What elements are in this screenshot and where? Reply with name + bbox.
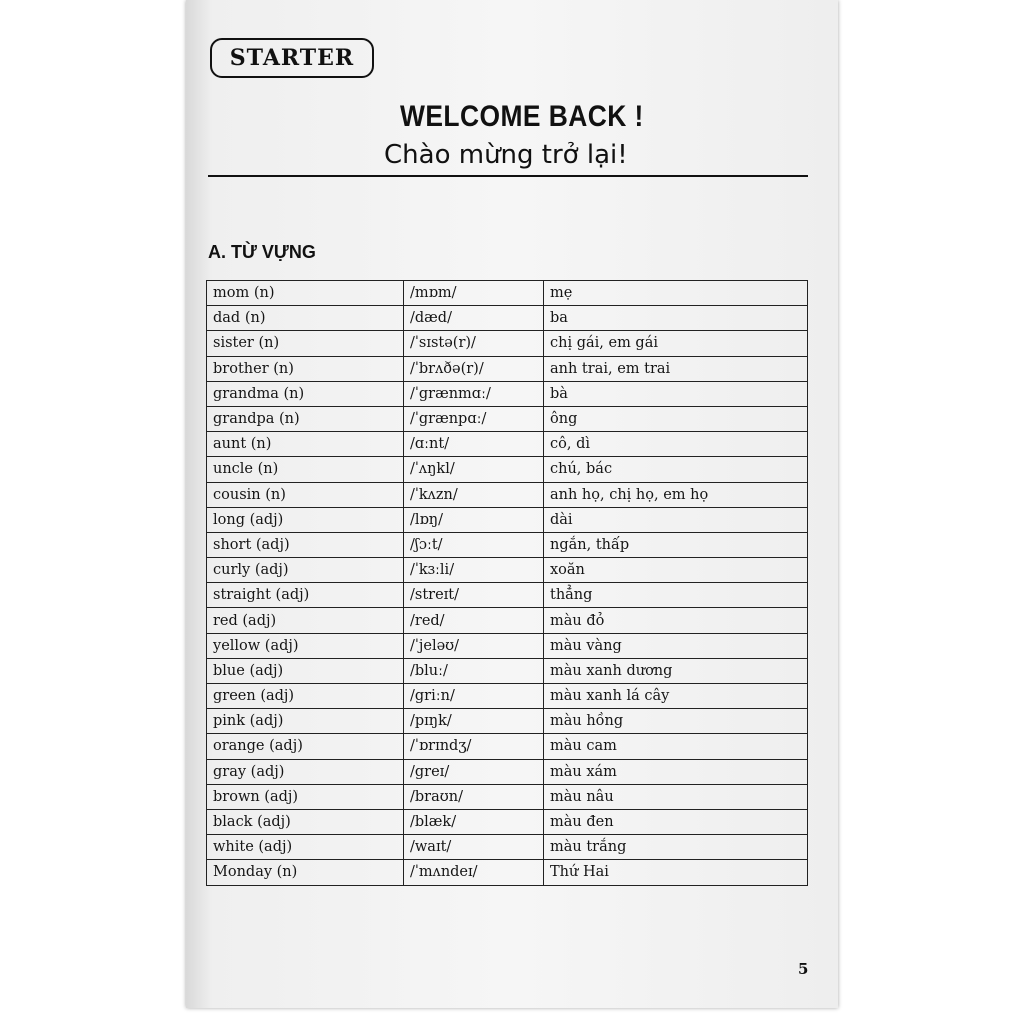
vocab-ipa: /ˈkʌzn/ <box>404 482 544 507</box>
table-row <box>207 381 808 406</box>
vocab-meaning: màu đỏ <box>544 608 808 633</box>
vocab-word: blue (adj) <box>207 658 404 683</box>
vocab-meaning: màu xanh dương <box>544 658 808 683</box>
vocabulary-table <box>206 280 808 886</box>
vocab-ipa: /ˈmʌndeɪ/ <box>404 860 544 885</box>
table-row <box>207 432 808 457</box>
vocab-ipa: /streɪt/ <box>404 583 544 608</box>
table-row <box>207 759 808 784</box>
vocab-ipa: /ˈbrʌðə(r)/ <box>404 356 544 381</box>
table-row <box>207 608 808 633</box>
vocab-ipa: /ˈjeləʊ/ <box>404 633 544 658</box>
page-subtitle: Chào mừng trở lại! <box>384 140 628 170</box>
vocab-word: Monday (n) <box>207 860 404 885</box>
vocab-word: yellow (adj) <box>207 633 404 658</box>
vocab-ipa: /ˈsɪstə(r)/ <box>404 331 544 356</box>
vocab-word: pink (adj) <box>207 709 404 734</box>
title-divider <box>208 175 808 177</box>
unit-badge: STARTER <box>210 38 374 78</box>
vocab-ipa: /ˈʌŋkl/ <box>404 457 544 482</box>
vocab-word: uncle (n) <box>207 457 404 482</box>
vocab-ipa: /griːn/ <box>404 684 544 709</box>
table-row <box>207 835 808 860</box>
vocab-word: brown (adj) <box>207 784 404 809</box>
vocab-meaning: ba <box>544 306 808 331</box>
table-row <box>207 532 808 557</box>
vocab-meaning: màu vàng <box>544 633 808 658</box>
vocab-ipa: /mɒm/ <box>404 281 544 306</box>
vocab-ipa: /ˈkɜːli/ <box>404 558 544 583</box>
vocab-word: sister (n) <box>207 331 404 356</box>
table-row <box>207 709 808 734</box>
vocab-ipa: /red/ <box>404 608 544 633</box>
vocab-word: gray (adj) <box>207 759 404 784</box>
vocab-ipa: /ˈɒrɪndʒ/ <box>404 734 544 759</box>
table-row <box>207 558 808 583</box>
vocab-word: grandma (n) <box>207 381 404 406</box>
table-row <box>207 633 808 658</box>
table-row <box>207 306 808 331</box>
vocab-meaning: mẹ <box>544 281 808 306</box>
vocab-meaning: chị gái, em gái <box>544 331 808 356</box>
table-row <box>207 860 808 885</box>
vocab-meaning: màu xám <box>544 759 808 784</box>
vocab-word: curly (adj) <box>207 558 404 583</box>
table-row <box>207 281 808 306</box>
vocab-meaning: thẳng <box>544 583 808 608</box>
vocab-ipa: /bluː/ <box>404 658 544 683</box>
vocab-meaning: Thứ Hai <box>544 860 808 885</box>
table-row <box>207 809 808 834</box>
vocab-ipa: /lɒŋ/ <box>404 507 544 532</box>
vocab-meaning: màu xanh lá cây <box>544 684 808 709</box>
table-row <box>207 507 808 532</box>
vocab-word: green (adj) <box>207 684 404 709</box>
vocab-word: dad (n) <box>207 306 404 331</box>
vocabulary-table-body <box>207 281 808 886</box>
book-page <box>186 0 838 1008</box>
vocab-meaning: màu hồng <box>544 709 808 734</box>
table-row <box>207 457 808 482</box>
table-row <box>207 406 808 431</box>
vocab-meaning: bà <box>544 381 808 406</box>
vocab-meaning: dài <box>544 507 808 532</box>
table-row <box>207 482 808 507</box>
table-row <box>207 734 808 759</box>
vocab-word: red (adj) <box>207 608 404 633</box>
vocab-word: black (adj) <box>207 809 404 834</box>
vocab-ipa: /pɪŋk/ <box>404 709 544 734</box>
vocab-ipa: /dæd/ <box>404 306 544 331</box>
vocab-meaning: màu đen <box>544 809 808 834</box>
vocab-word: orange (adj) <box>207 734 404 759</box>
vocab-meaning: màu trắng <box>544 835 808 860</box>
vocab-word: mom (n) <box>207 281 404 306</box>
table-row <box>207 331 808 356</box>
page-title: WELCOME BACK ! <box>400 100 644 133</box>
vocab-word: long (adj) <box>207 507 404 532</box>
vocab-ipa: /greɪ/ <box>404 759 544 784</box>
vocab-meaning: ông <box>544 406 808 431</box>
table-row <box>207 356 808 381</box>
vocab-meaning: màu nâu <box>544 784 808 809</box>
vocab-meaning: xoăn <box>544 558 808 583</box>
vocab-word: straight (adj) <box>207 583 404 608</box>
vocab-meaning: chú, bác <box>544 457 808 482</box>
page-number: 5 <box>798 960 809 978</box>
vocab-ipa: /waɪt/ <box>404 835 544 860</box>
vocab-word: aunt (n) <box>207 432 404 457</box>
table-row <box>207 684 808 709</box>
vocab-word: brother (n) <box>207 356 404 381</box>
vocab-meaning: anh trai, em trai <box>544 356 808 381</box>
vocab-ipa: /ˈgrænmɑː/ <box>404 381 544 406</box>
vocab-ipa: /ɑːnt/ <box>404 432 544 457</box>
vocab-meaning: màu cam <box>544 734 808 759</box>
table-row <box>207 658 808 683</box>
vocab-word: short (adj) <box>207 532 404 557</box>
table-row <box>207 784 808 809</box>
vocab-meaning: ngắn, thấp <box>544 532 808 557</box>
vocab-meaning: cô, dì <box>544 432 808 457</box>
vocab-ipa: /braʊn/ <box>404 784 544 809</box>
vocab-ipa: /ˈgrænpɑː/ <box>404 406 544 431</box>
vocab-ipa: /ʃɔːt/ <box>404 532 544 557</box>
vocab-word: grandpa (n) <box>207 406 404 431</box>
section-heading: A. TỪ VỰNG <box>208 242 316 262</box>
vocab-ipa: /blæk/ <box>404 809 544 834</box>
vocab-word: cousin (n) <box>207 482 404 507</box>
vocab-word: white (adj) <box>207 835 404 860</box>
vocab-meaning: anh họ, chị họ, em họ <box>544 482 808 507</box>
table-row <box>207 583 808 608</box>
